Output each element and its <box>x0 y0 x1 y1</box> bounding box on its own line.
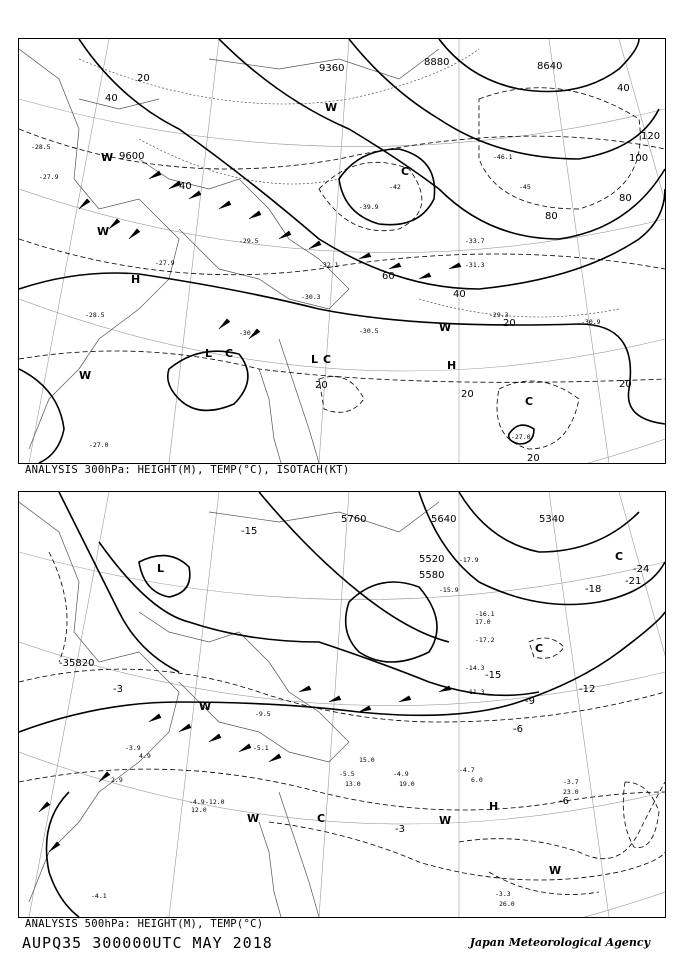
temp-label: -30.7 <box>239 329 259 337</box>
temp-contour-label: -3 <box>59 658 69 669</box>
warm-symbol: W <box>439 814 452 827</box>
dewpoint-label: 26.0 <box>499 900 515 908</box>
isotach-label: 20 <box>461 389 474 400</box>
temperature-contours <box>19 552 665 895</box>
temp-label: -27.9 <box>155 259 175 267</box>
isotach-label: 40 <box>617 83 630 94</box>
temp-label: -4.9 <box>189 798 205 806</box>
temp-label: -33.7 <box>465 237 485 245</box>
temp-contour-label: -6 <box>513 724 523 735</box>
temp-label: -3.3 <box>495 890 511 898</box>
isotach-label: 20 <box>137 73 150 84</box>
isotach-label: 80 <box>545 211 558 222</box>
temp-label: -17.2 <box>475 636 495 644</box>
cold-symbol: C <box>317 812 326 825</box>
temp-contour-label: -3 <box>113 684 123 695</box>
warm-symbol: W <box>325 101 338 114</box>
temp-contour-label: -24 <box>633 564 650 575</box>
temp-label: -32.1 <box>319 261 339 269</box>
isotach-label: 20 <box>527 453 540 463</box>
map-300hpa <box>19 39 665 463</box>
temp-label: -29.5 <box>239 237 259 245</box>
isotach-label: 40 <box>105 93 118 104</box>
height-label-5760: 5760 <box>341 514 367 525</box>
height-label-8880: 8880 <box>424 57 450 68</box>
warm-symbol: W <box>199 700 212 713</box>
temp-label: -39.9 <box>359 203 379 211</box>
temp-label: -29.3 <box>489 311 509 319</box>
temp-label: -3.7 <box>563 778 579 786</box>
temp-label: -30.5 <box>359 327 379 335</box>
temp-label: -9.5 <box>255 710 271 718</box>
temp-label: -5.1 <box>253 744 269 752</box>
dewpoint-label: 15.0 <box>359 756 375 764</box>
temp-label: -5.5 <box>339 770 355 778</box>
temp-contour-label: -12 <box>579 684 596 695</box>
dewpoint-label: 12.0 <box>191 806 207 814</box>
temp-contour-label: -18 <box>585 584 602 595</box>
cold-symbol: C <box>401 165 410 178</box>
temp-label: -16.1 <box>475 610 495 618</box>
temp-label: -4.1 <box>91 892 107 900</box>
temp-label: -27.9 <box>39 173 59 181</box>
high-pressure-symbol: H <box>489 800 499 813</box>
temp-label: -11.3 <box>465 688 485 696</box>
temp-contour-label: -15 <box>241 526 258 537</box>
wind-barbs <box>79 171 461 339</box>
isotach-label: 60 <box>382 271 395 282</box>
height-label-5520: 5520 <box>419 554 445 565</box>
chart-300hpa <box>18 38 666 464</box>
temp-label: -45 <box>519 183 531 191</box>
isotach-label: 20 <box>619 379 632 390</box>
isotach-label: 100 <box>629 153 649 164</box>
grid-lines <box>19 492 665 917</box>
agency-name: Japan Meteorological Agency <box>469 936 650 949</box>
dewpoint-label: 23.0 <box>563 788 579 796</box>
isotach-label: 120 <box>641 131 661 142</box>
low-pressure-symbol: L <box>157 562 165 575</box>
map-500hpa <box>19 492 665 917</box>
temp-label: -30.9 <box>581 318 601 326</box>
temp-label: -4.7 <box>459 766 475 774</box>
temp-label: -15.9 <box>439 586 459 594</box>
height-label-8640: 8640 <box>537 61 563 72</box>
cold-symbol: C <box>615 550 624 563</box>
chart-500hpa <box>18 491 666 918</box>
temp-contour-label: -21 <box>625 576 642 587</box>
temp-label: -12.0 <box>205 798 225 806</box>
caption-500hpa: ANALYSIS 500hPa: HEIGHT(M), TEMP(°C) <box>25 918 264 930</box>
warm-symbol: W <box>439 321 452 334</box>
warm-symbol: W <box>97 225 110 238</box>
cold-symbol: C <box>225 347 234 360</box>
low-pressure-symbol: L <box>205 347 213 360</box>
dewpoint-label: 4.9 <box>139 752 151 760</box>
height-label-5640: 5640 <box>431 514 457 525</box>
coastlines <box>19 49 439 463</box>
caption-300hpa: ANALYSIS 300hPa: HEIGHT(M), TEMP(°C), ISOTACH(KT) <box>25 464 350 476</box>
warm-symbol: W <box>549 864 562 877</box>
wind-barbs <box>39 686 451 852</box>
dewpoint-label: 6.0 <box>471 776 483 784</box>
temp-label: -42 <box>389 183 401 191</box>
height-label-5820: 5820 <box>69 658 95 669</box>
coastlines <box>19 502 439 917</box>
height-label-9360: 9360 <box>319 63 345 74</box>
isotach-label: 20 <box>503 318 516 329</box>
closed-contour-label: -27.0 <box>511 433 531 441</box>
temp-label: -17.9 <box>459 556 479 564</box>
temp-contour-label: -3 <box>395 824 405 835</box>
temp-label: -31.3 <box>465 261 485 269</box>
dewpoint-label: 19.0 <box>399 780 415 788</box>
dewpoint-label: 13.0 <box>345 780 361 788</box>
high-pressure-symbol: H <box>131 273 141 286</box>
isotach-label: 40 <box>179 181 192 192</box>
temp-contour-label: -15 <box>485 670 502 681</box>
temp-contour-label: -9 <box>525 696 535 707</box>
high-pressure-symbol: H <box>447 359 457 372</box>
low-pressure-symbol: L <box>311 353 319 366</box>
temp-label: -4.9 <box>393 770 409 778</box>
warm-symbol: W <box>101 151 114 164</box>
cold-symbol: C <box>323 353 332 366</box>
temp-label: -46.1 <box>493 153 513 161</box>
temp-label: -30.3 <box>301 293 321 301</box>
temp-label: -28.5 <box>31 143 51 151</box>
temp-label: -14.3 <box>465 664 485 672</box>
temperature-labels <box>31 143 601 449</box>
temp-contour-label: -6 <box>559 796 569 807</box>
height-label-9600: 9600 <box>119 151 145 162</box>
temp-label: -27.0 <box>89 441 109 449</box>
product-code: AUPQ35 300000UTC MAY 2018 <box>22 934 273 952</box>
height-label-5340: 5340 <box>539 514 565 525</box>
warm-symbol: W <box>247 812 260 825</box>
dewpoint-label: 2.9 <box>111 776 123 784</box>
temp-label: -28.5 <box>85 311 105 319</box>
isotach-label: 80 <box>619 193 632 204</box>
isotach-label: 40 <box>453 289 466 300</box>
temperature-labels <box>91 556 579 908</box>
temp-label: -3.9 <box>125 744 141 752</box>
cold-symbol: C <box>525 395 534 408</box>
height-label-5580: 5580 <box>419 570 445 581</box>
isotach-label: 20 <box>315 380 328 391</box>
dewpoint-label: 17.0 <box>475 618 491 626</box>
warm-symbol: W <box>79 369 92 382</box>
cold-symbol: C <box>535 642 544 655</box>
